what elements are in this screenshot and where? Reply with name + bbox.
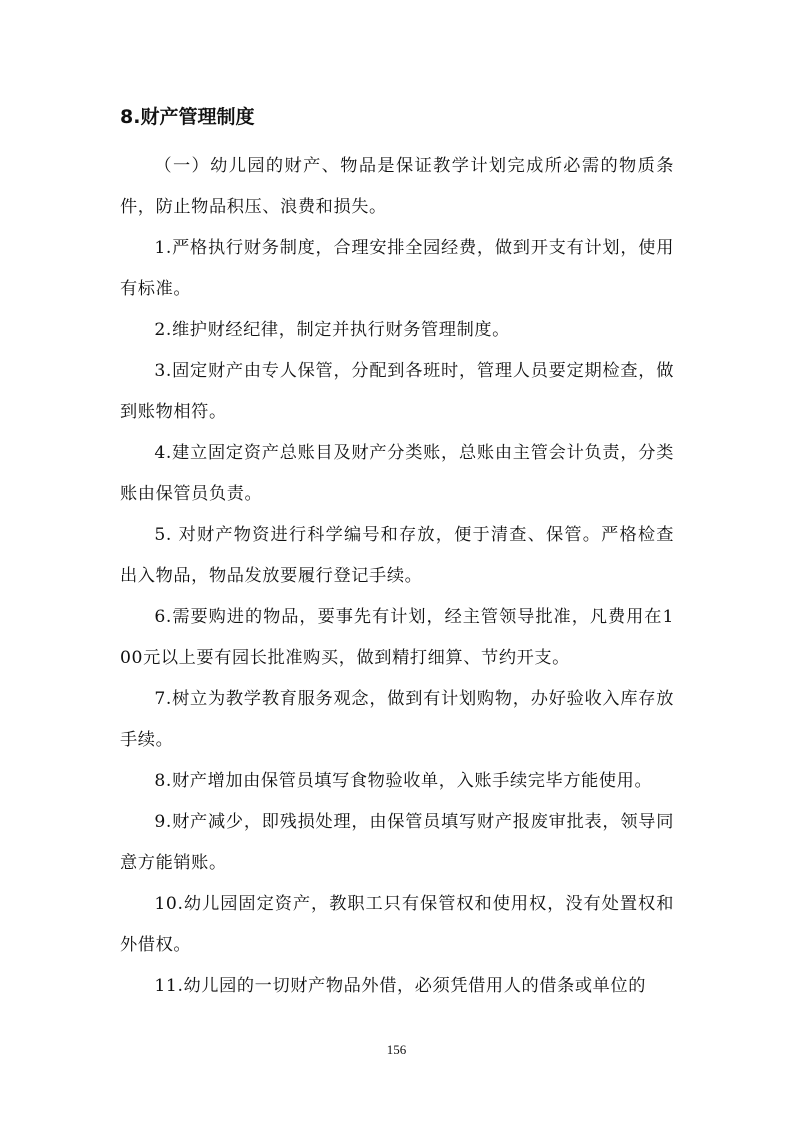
body-text — [120, 146, 674, 1007]
page-number: 156 — [386, 1042, 407, 1057]
paragraph: 9.财产减少，即残损处理，由保管员填写财产报废审批表，领导同意方能销账。 — [120, 812, 674, 873]
section-heading: 8.财产管理制度 — [120, 106, 255, 128]
paragraph: 7.树立为教学教育服务观念，做到有计划购物，办好验收入库存放手续。 — [120, 689, 674, 750]
paragraph: 3.固定财产由专人保管，分配到各班时，管理人员要定期检查，做到账物相符。 — [120, 361, 674, 422]
paragraph: 4.建立固定资产总账目及财产分类账，总账由主管会计负责，分类账由保管员负责。 — [120, 443, 674, 504]
paragraph: 2.维护财经纪律，制定并执行财务管理制度。 — [154, 320, 510, 340]
paragraph: 6.需要购进的物品，要事先有计划，经主管领导批准，凡费用在100元以上要有园长批准购买，做到精打细算、节约开支。 — [120, 607, 674, 668]
paragraph: 5. 对财产物资进行科学编号和存放，便于清查、保管。严格检查出入物品，物品发放要履行登记手续。 — [120, 525, 674, 586]
paragraph: 11.幼儿园的一切财产物品外借，必须凭借用人的借条或单位的 — [154, 976, 647, 996]
paragraph: 10.幼儿园固定资产，教职工只有保管权和使用权，没有处置权和外借权。 — [120, 894, 674, 955]
paragraph: 1.严格执行财务制度，合理安排全园经费，做到开支有计划，使用有标准。 — [120, 238, 674, 299]
paragraph: （一）幼儿园的财产、物品是保证教学计划完成所必需的物质条件，防止物品积压、浪费和损失。 — [120, 156, 674, 217]
paragraph: 8.财产增加由保管员填写食物验收单，入账手续完毕方能使用。 — [154, 771, 653, 791]
